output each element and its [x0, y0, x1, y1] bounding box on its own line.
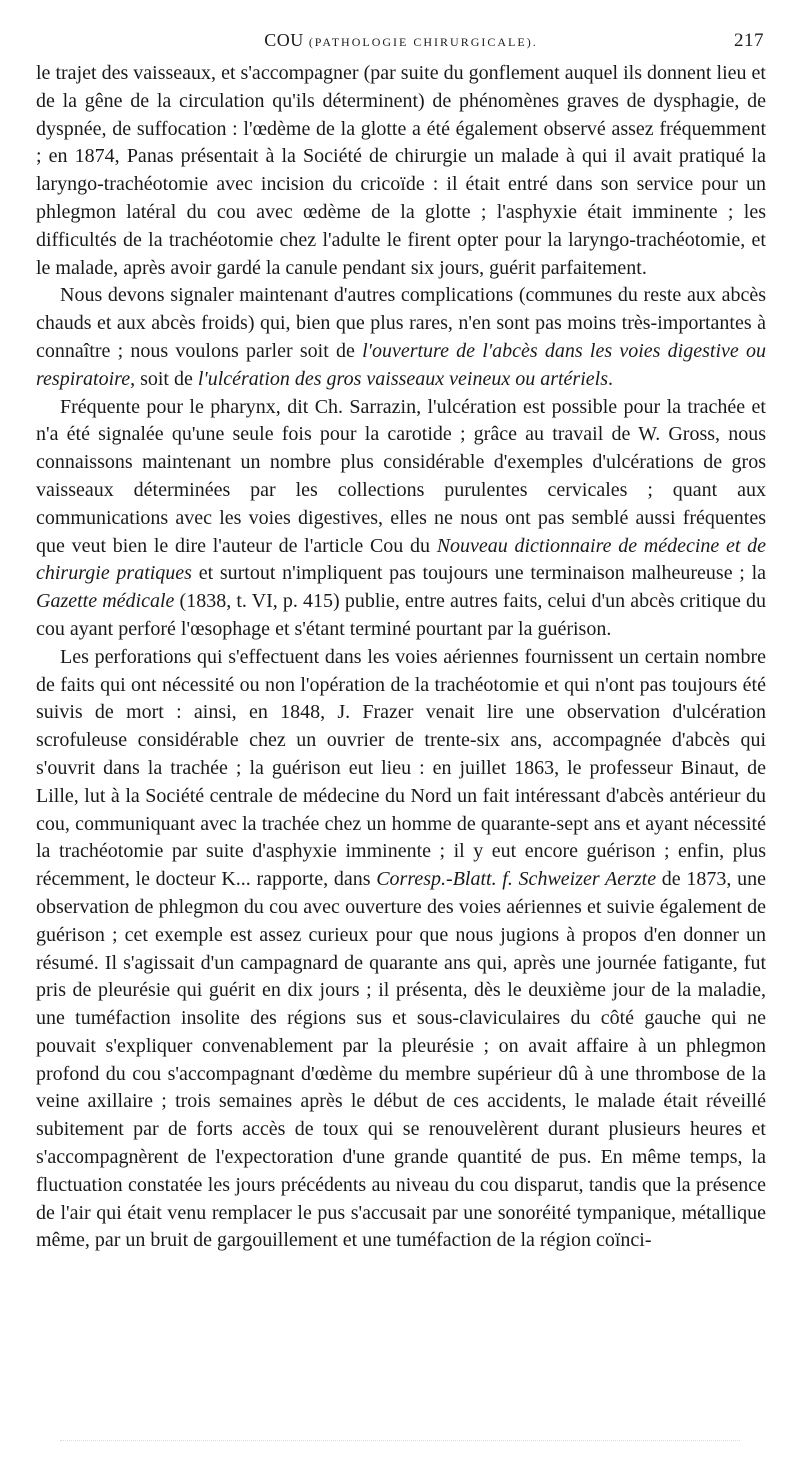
italic-run: Gazette médicale — [36, 590, 175, 613]
text-run: (1838, t. VI, p. 415) publie, entre autres faits, celui d'un abcès critique du cou ayant perforé l'œsophage et s'étant terminé pourtant par la guérison. — [36, 590, 766, 640]
paragraph — [36, 644, 766, 1256]
text-run: le trajet des vaisseaux, et s'accompagner (par suite du gonflement auquel ils donnent lieu et de la gêne de la circulation qu'ils déterminent) de phénomènes graves de dysphagie, de dyspnée, de suffocation : l'œdème de la glotte a été également observé assez fréquemment ; en 1874, Panas présentait à la Société de chirurgie un malade à qui il avait pratiqué la laryngo-trachéotomie avec incision du cricoïde : il était entré dans son service pour un phlegmon latéral du cou avec œdème de la glotte ; l'asphyxie était imminente ; les difficultés de la trachéotomie chez l'adulte le firent opter pour la laryngo-trachéotomie, et le malade, après avoir gardé la canule pendant six jours, guérit parfaitement. — [36, 62, 766, 279]
page-bottom-edge — [60, 1440, 740, 1447]
running-title — [36, 30, 766, 51]
text-run: . — [607, 367, 613, 390]
body-text — [36, 60, 766, 1255]
text-run: Les perforations qui s'effectuent dans les voies aériennes fournissent un certain nombre de faits qui ont nécessité ou non l'opération de la trachéotomie et qui n'ont pas toujours été suivis de mort : ainsi, en 1848, J. Frazer venait lire une observation d'ulcération scrofuleuse considérable chez un ouvrier de trente-six ans, accompagnée d'abcès qui s'ouvrit dans la trachée ; la guérison eut lieu : en juillet 1863, le professeur Binaut, de Lille, lut à la Société centrale de médecine du Nord un fait intéressant d'abcès antérieur du cou, communiquant avec la trachée chez un homme de quarante-sept ans et ayant nécessité la trachéotomie par suite d'asphyxie imminente ; il y eut encore guérison ; enfin, plus récemment, le docteur K... rapporte, dans — [36, 645, 766, 891]
text-run: de 1873, une observation de phlegmon du cou avec ouverture des voies aériennes et suivie également de guérison ; cet exemple est assez curieux pour que nous jugions à propos d'en donner un résumé. Il s'agissait d'un campagnard de quarante ans qui, après une journée fatigante, fut pris de pleurésie qui guérit en dix jours ; il présenta, dès le deuxième jour de la maladie, une tuméfaction insolite des régions sus et sous-claviculaires du côté gauche qui ne pouvait s'expliquer convenablement par la pleurésie ; on avait affaire à un phlegmon profond du cou s'accompagnant d'œdème du membre supérieur dû à une thrombose de la veine axillaire ; trois semaines après le début de ces accidents, le malade était réveillé subitement par de forts accès de toux qui se renouvelèrent durant plusieurs heures et s'accompagnèrent de l'expectoration d'une grande quantité de pus. En même temps, la fluctuation constatée les jours précédents au niveau du cou disparut, tandis que la présence de l'air qui était venu remplacer le pus s'accusait par une sonoréité tympanique, métallique même, par un bruit de gargouillement et une tuméfaction de la région coïnci- — [36, 868, 766, 1252]
italic-run: l'ouverture de l'abcès dans les voies digestive ou respiratoire — [36, 339, 766, 390]
italic-run: Nouveau dictionnaire de médecine et de chirurgie pratiques — [36, 534, 766, 585]
paragraph — [36, 282, 766, 393]
italic-run: l'ulcération des gros vaisseaux veineux ou artériels — [197, 367, 608, 390]
running-title-subtitle: (PATHOLOGIE CHIRURGICALE). — [308, 35, 538, 49]
page-number: 217 — [734, 30, 764, 51]
paragraph — [36, 394, 766, 644]
running-title-main: COU — [264, 30, 304, 50]
text-run: , soit de — [130, 367, 198, 390]
running-head — [36, 28, 766, 58]
text-run: Fréquente pour le pharynx, dit Ch. Sarrazin, l'ulcération est possible pour la trachée et n'a été signalée qu'une seule fois pour la carotide ; grâce au travail de W. Gross, nous connaissons maintenant un nombre plus considérable d'exemples d'ulcérations de gros vaisseaux déterminées par les collections purulentes cervicales ; quant aux communications avec les voies digestives, elles ne nous ont pas semblé aussi fréquentes que veut bien le dire l'auteur de l'article Cou du — [36, 395, 766, 557]
text-run: Nous devons signaler maintenant d'autres complications (communes du reste aux abcès chauds et aux abcès froids) qui, bien que plus rares, n'en sont pas moins très-importantes à connaître ; nous voulons parler soit de — [36, 284, 766, 362]
italic-run: Corresp.-Blatt. f. Schweizer Aerzte — [376, 868, 657, 891]
text-run: et surtout n'impliquent pas toujours une terminaison malheureuse ; la — [191, 562, 766, 585]
paragraph — [36, 60, 766, 282]
